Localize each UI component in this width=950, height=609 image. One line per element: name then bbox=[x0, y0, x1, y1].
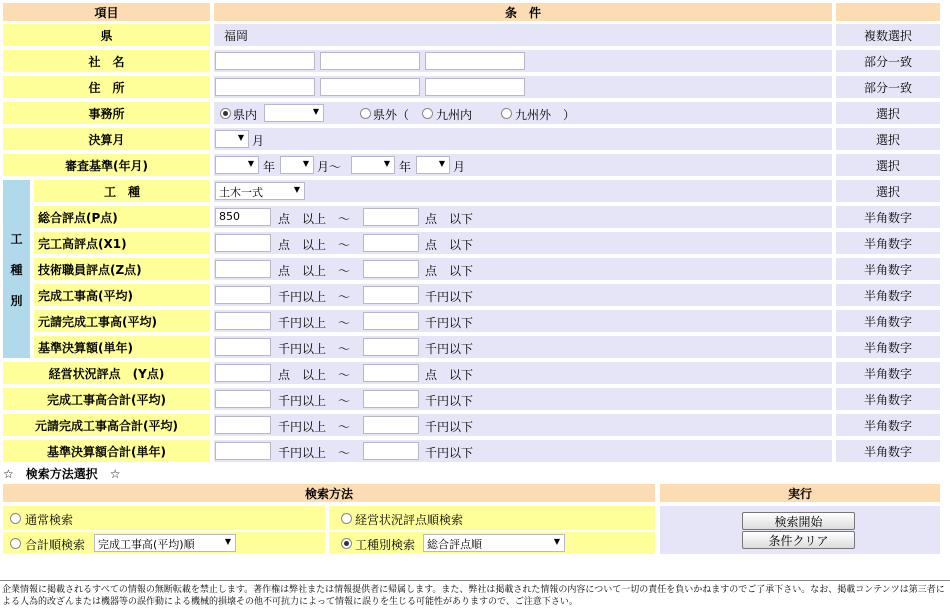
settlement-to-input[interactable] bbox=[363, 338, 419, 356]
kind-side-label bbox=[3, 180, 30, 358]
work-type-select[interactable] bbox=[215, 182, 305, 200]
search-start-button-label: 検索開始 bbox=[774, 514, 823, 529]
settlement-total-label-text: 基準決算額合計(単年) bbox=[47, 444, 166, 459]
kind-side-char-1: 工 bbox=[10, 231, 23, 246]
company-label-text: 社 名 bbox=[88, 54, 125, 69]
completion-total-label-text: 完成工事高合計(平均) bbox=[47, 392, 166, 407]
normal-search-radio[interactable] bbox=[10, 513, 21, 524]
header-item bbox=[3, 3, 210, 21]
prime-total-from-input[interactable] bbox=[215, 416, 271, 434]
prime-total-label-text: 元請完成工事高合計(平均) bbox=[35, 418, 178, 433]
review-label-text: 審査基準(年月) bbox=[65, 158, 148, 173]
review-year-unit: 年 bbox=[263, 160, 276, 174]
exec-header bbox=[660, 484, 940, 502]
chevron-down-icon: ▼ bbox=[293, 185, 300, 194]
settle-month-mode bbox=[836, 128, 940, 150]
y-score-from-input[interactable] bbox=[215, 364, 271, 382]
search-start-button[interactable] bbox=[742, 512, 855, 530]
pref-label bbox=[3, 24, 210, 46]
chevron-down-icon: ▼ bbox=[438, 159, 445, 168]
settle-month-unit: 月 bbox=[252, 134, 265, 148]
address-input-2[interactable] bbox=[320, 78, 420, 96]
x1-label bbox=[34, 232, 210, 254]
x1-to-input[interactable] bbox=[363, 234, 419, 252]
address-mode-text: 部分一致 bbox=[863, 80, 912, 95]
work-type-condition bbox=[214, 180, 832, 202]
office-label bbox=[3, 102, 210, 124]
kind-search-select-value: 総合評点順 bbox=[427, 538, 482, 551]
settlement-total-label bbox=[3, 440, 210, 462]
search-section-title: ☆ 検索方法選択 ☆ bbox=[3, 467, 121, 481]
prime-completion-mode-text: 半角数字 bbox=[863, 314, 912, 329]
address-input-3[interactable] bbox=[425, 78, 525, 96]
settlement-total-mode-text: 半角数字 bbox=[863, 444, 912, 459]
company-label bbox=[3, 50, 210, 72]
chevron-down-icon: ▼ bbox=[247, 159, 254, 168]
completion-total-from-input[interactable] bbox=[215, 390, 271, 408]
y-score-mode bbox=[836, 362, 940, 384]
header-mode bbox=[836, 3, 940, 21]
review-month2-unit: 月 bbox=[453, 160, 466, 174]
y-order-search-label: 経営状況評点順検索 bbox=[355, 513, 464, 527]
company-input-2[interactable] bbox=[320, 52, 420, 70]
completion-mode bbox=[836, 284, 940, 306]
chevron-down-icon: ▼ bbox=[224, 537, 231, 546]
prime-completion-label-text: 元請完成工事高(平均) bbox=[38, 314, 157, 329]
chevron-down-icon: ▼ bbox=[553, 537, 560, 546]
chevron-down-icon: ▼ bbox=[312, 107, 319, 116]
office-label-text: 事務所 bbox=[88, 106, 125, 121]
chevron-down-icon: ▼ bbox=[237, 133, 244, 142]
prime-completion-label bbox=[34, 310, 210, 332]
kind-search-radio[interactable] bbox=[341, 538, 352, 549]
prime-total-mode bbox=[836, 414, 940, 436]
z-score-label bbox=[34, 258, 210, 280]
company-input-3[interactable] bbox=[425, 52, 525, 70]
kind-search-select[interactable] bbox=[423, 534, 565, 552]
review-month-to-select[interactable] bbox=[416, 156, 450, 174]
y-score-to-unit: 点 以下 bbox=[425, 368, 474, 382]
kind-search-label: 工種別検索 bbox=[355, 538, 416, 552]
settlement-total-from-unit: 千円以上 ～ bbox=[278, 446, 351, 460]
p-score-mode bbox=[836, 206, 940, 228]
total-order-search-radio[interactable] bbox=[10, 538, 21, 549]
kind-side-char-2: 種 bbox=[10, 262, 23, 277]
kind-side-char-3: 別 bbox=[10, 293, 23, 308]
completion-to-input[interactable] bbox=[363, 286, 419, 304]
settle-month-mode-text: 選択 bbox=[875, 132, 900, 147]
chevron-down-icon: ▼ bbox=[383, 159, 390, 168]
z-score-from-input[interactable] bbox=[215, 260, 271, 278]
prime-completion-from-unit: 千円以上 ～ bbox=[278, 316, 351, 330]
y-score-label-text: 経営状況評点 (Y点) bbox=[48, 366, 165, 381]
prime-total-to-unit: 千円以下 bbox=[425, 420, 474, 434]
header-condition-label: 条 件 bbox=[504, 5, 541, 20]
y-score-to-input[interactable] bbox=[363, 364, 419, 382]
company-mode-text: 部分一致 bbox=[863, 54, 912, 69]
address-label-text: 住 所 bbox=[88, 80, 125, 95]
settlement-to-unit: 千円以下 bbox=[425, 342, 474, 356]
exec-header-text: 実行 bbox=[787, 486, 812, 501]
completion-from-unit: 千円以上 ～ bbox=[278, 290, 351, 304]
z-score-mode-text: 半角数字 bbox=[863, 262, 912, 277]
review-mode bbox=[836, 154, 940, 176]
y-score-label bbox=[3, 362, 210, 384]
work-type-label bbox=[34, 180, 210, 202]
settlement-total-mode bbox=[836, 440, 940, 462]
header-item-label: 項目 bbox=[94, 5, 119, 20]
settlement-total-to-input[interactable] bbox=[363, 442, 419, 460]
p-score-from-value: 850 bbox=[219, 210, 240, 223]
z-score-from-unit: 点 以上 ～ bbox=[278, 264, 351, 278]
pref-value[interactable]: 福岡 bbox=[224, 28, 249, 43]
settle-month-condition bbox=[214, 128, 832, 150]
settlement-mode bbox=[836, 336, 940, 358]
address-label bbox=[3, 76, 210, 98]
settlement-from-input[interactable] bbox=[215, 338, 271, 356]
prime-total-from-unit: 千円以上 ～ bbox=[278, 420, 351, 434]
review-label bbox=[3, 154, 210, 176]
address-input-1[interactable] bbox=[215, 78, 315, 96]
p-score-mode-text: 半角数字 bbox=[863, 210, 912, 225]
office-inside-label: 県内 bbox=[233, 108, 258, 122]
prime-completion-to-unit: 千円以下 bbox=[425, 316, 474, 330]
office-kyushu-out-label: 九州外 ） bbox=[515, 108, 576, 122]
address-mode bbox=[836, 76, 940, 98]
pref-mode bbox=[836, 24, 940, 46]
office-outside-radio[interactable] bbox=[360, 108, 371, 119]
pref-condition bbox=[214, 24, 832, 46]
review-year2-unit: 年 bbox=[399, 160, 412, 174]
prime-total-label bbox=[3, 414, 210, 436]
settle-month-label bbox=[3, 128, 210, 150]
completion-mode-text: 半角数字 bbox=[863, 288, 912, 303]
x1-label-text: 完工高評点(X1) bbox=[38, 236, 127, 251]
completion-total-from-unit: 千円以上 ～ bbox=[278, 394, 351, 408]
x1-from-unit: 点 以上 ～ bbox=[278, 238, 351, 252]
office-kyushu-out-radio[interactable] bbox=[501, 108, 512, 119]
office-inside-radio[interactable] bbox=[220, 108, 231, 119]
review-month-from-select[interactable] bbox=[280, 156, 314, 174]
pref-mode-text: 複数選択 bbox=[863, 28, 912, 43]
settlement-from-unit: 千円以上 ～ bbox=[278, 342, 351, 356]
prime-completion-mode bbox=[836, 310, 940, 332]
header-condition bbox=[214, 3, 832, 21]
completion-total-to-input[interactable] bbox=[363, 390, 419, 408]
normal-search-label: 通常検索 bbox=[25, 513, 74, 527]
settlement-total-to-unit: 千円以下 bbox=[425, 446, 474, 460]
completion-to-unit: 千円以下 bbox=[425, 290, 474, 304]
total-order-select[interactable] bbox=[94, 534, 236, 552]
office-kyushu-in-label: 九州内 bbox=[436, 108, 473, 122]
review-month-unit: 月～ bbox=[317, 160, 342, 174]
settlement-label bbox=[34, 336, 210, 358]
settlement-mode-text: 半角数字 bbox=[863, 340, 912, 355]
completion-total-to-unit: 千円以下 bbox=[425, 394, 474, 408]
p-score-to-unit: 点 以下 bbox=[425, 212, 474, 226]
review-mode-text: 選択 bbox=[875, 158, 900, 173]
total-order-select-value: 完成工事高(平均)順 bbox=[98, 538, 195, 551]
z-score-mode bbox=[836, 258, 940, 280]
work-type-mode bbox=[836, 180, 940, 202]
review-year-to-select[interactable] bbox=[351, 156, 395, 174]
completion-from-input[interactable] bbox=[215, 286, 271, 304]
office-mode-text: 選択 bbox=[875, 106, 900, 121]
pref-label-text: 県 bbox=[100, 28, 113, 43]
method-header bbox=[3, 484, 655, 502]
p-score-from-unit: 点 以上 ～ bbox=[278, 212, 351, 226]
settlement-total-from-input[interactable] bbox=[215, 442, 271, 460]
office-outside-label: 県外（ bbox=[373, 108, 410, 122]
p-score-from-input[interactable] bbox=[215, 208, 271, 226]
review-year-from-select[interactable] bbox=[215, 156, 259, 174]
office-mode bbox=[836, 102, 940, 124]
company-mode bbox=[836, 50, 940, 72]
p-score-label bbox=[34, 206, 210, 228]
prime-total-mode-text: 半角数字 bbox=[863, 418, 912, 433]
footer-line-2: よる人為的改ざんまたは機器等の誤作動による機械的損壊その他不可抗力によって情報に誤りを生じる可能性がありますので、ご注意下さい。 bbox=[2, 597, 578, 607]
completion-total-label bbox=[3, 388, 210, 410]
company-input-1[interactable] bbox=[215, 52, 315, 70]
clear-button[interactable] bbox=[742, 531, 855, 549]
y-score-mode-text: 半角数字 bbox=[863, 366, 912, 381]
completion-total-mode-text: 半角数字 bbox=[863, 392, 912, 407]
x1-mode bbox=[836, 232, 940, 254]
prime-completion-to-input[interactable] bbox=[363, 312, 419, 330]
y-order-search-radio[interactable] bbox=[341, 513, 352, 524]
clear-button-label: 条件クリア bbox=[768, 533, 829, 548]
completion-label bbox=[34, 284, 210, 306]
completion-label-text: 完成工事高(平均) bbox=[38, 288, 133, 303]
settle-month-select[interactable] bbox=[215, 130, 249, 148]
prime-completion-from-input[interactable] bbox=[215, 312, 271, 330]
settle-month-label-text: 決算月 bbox=[88, 132, 125, 147]
z-score-label-text: 技術職員評点(Z点) bbox=[38, 262, 142, 277]
total-order-search-label: 合計順検索 bbox=[25, 538, 86, 552]
x1-to-unit: 点 以下 bbox=[425, 238, 474, 252]
office-kyushu-in-radio[interactable] bbox=[422, 108, 433, 119]
prime-total-to-input[interactable] bbox=[363, 416, 419, 434]
work-type-label-text: 工 種 bbox=[103, 184, 140, 199]
work-type-mode-text: 選択 bbox=[875, 184, 900, 199]
method-header-text: 検索方法 bbox=[304, 486, 353, 501]
x1-mode-text: 半角数字 bbox=[863, 236, 912, 251]
x1-from-input[interactable] bbox=[215, 234, 271, 252]
p-score-label-text: 総合評点(P点) bbox=[38, 210, 118, 225]
settlement-label-text: 基準決算額(単年) bbox=[38, 340, 133, 355]
office-pref-select[interactable] bbox=[264, 104, 324, 122]
work-type-value: 土木一式 bbox=[219, 186, 263, 199]
p-score-to-input[interactable] bbox=[363, 208, 419, 226]
z-score-to-input[interactable] bbox=[363, 260, 419, 278]
footer-notice bbox=[0, 580, 950, 608]
completion-total-mode bbox=[836, 388, 940, 410]
y-score-from-unit: 点 以上 ～ bbox=[278, 368, 351, 382]
z-score-to-unit: 点 以下 bbox=[425, 264, 474, 278]
chevron-down-icon: ▼ bbox=[302, 159, 309, 168]
footer-line-1: 企業情報に掲載されるすべての情報の無断転載を禁止します。著作権は弊社または情報提供者に帰属します。また、弊社は掲載された情報の内容について一切の責任を負いかねますのでご了承下さい。なお、掲載コンテンツは第三者に bbox=[2, 585, 945, 595]
